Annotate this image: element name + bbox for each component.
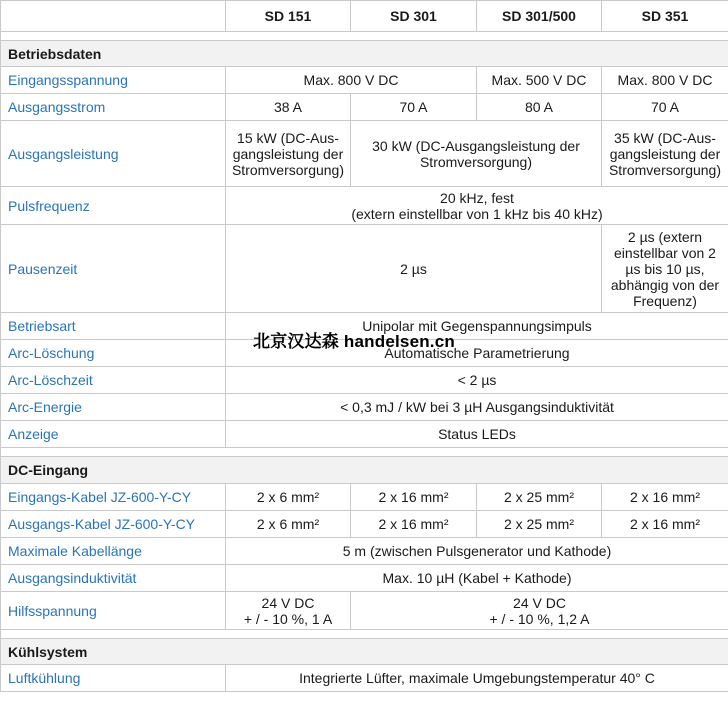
row-value: Max. 800 V DC [226, 67, 477, 94]
row-value: Max. 500 V DC [477, 67, 602, 94]
row-label: Ausgangsleistung [1, 121, 226, 187]
row-label: Eingangs-Kabel JZ-600-Y-CY [1, 484, 226, 511]
row-value: 2 x 16 mm² [602, 484, 728, 511]
table-row [1, 484, 728, 511]
value-line: 24 V DC [261, 594, 315, 611]
row-label: Arc-Löschung [1, 340, 226, 367]
header-row [1, 1, 728, 32]
section-row [1, 639, 728, 665]
header-empty [1, 1, 226, 32]
section-row [1, 41, 728, 67]
row-value [351, 592, 728, 630]
header-model: SD 351 [602, 1, 728, 32]
table-row [1, 665, 728, 692]
row-value: 2 µs [226, 225, 602, 313]
table-row [1, 511, 728, 538]
row-value: < 0,3 mJ / kW bei 3 µH Ausgangsinduktivität [226, 394, 728, 421]
row-value: 2 µs (extern einstellbar von 2 µs bis 10 µs, abhängig von der Frequenz) [602, 225, 728, 313]
header-model: SD 151 [226, 1, 351, 32]
row-value [226, 592, 351, 630]
row-label: Ausgangsinduktivität [1, 565, 226, 592]
table-row [1, 67, 728, 94]
row-label: Luftkühlung [1, 665, 226, 692]
table-row [1, 121, 728, 187]
row-value: 70 A [602, 94, 728, 121]
value-line: + / - 10 %, 1,2 A [489, 610, 590, 627]
row-value: 2 x 16 mm² [351, 484, 477, 511]
row-value: 2 x 16 mm² [351, 511, 477, 538]
watermark-text: 北京汉达森 handelsen.cn [253, 332, 455, 351]
table-row [1, 367, 728, 394]
table-row [1, 565, 728, 592]
row-value: Max. 800 V DC [602, 67, 728, 94]
row-value: < 2 µs [226, 367, 728, 394]
table-row [1, 187, 728, 225]
row-label: Hilfsspannung [1, 592, 226, 630]
table-row [1, 421, 728, 448]
row-value: Unipolar mit Gegenspannungsimpuls [226, 313, 728, 340]
value-line: 20 kHz, fest [440, 189, 514, 206]
value-line: + / - 10 %, 1 A [243, 610, 333, 627]
row-value: 30 kW (DC-Ausgangsleistung der Stromversorgung) [351, 121, 602, 187]
row-value: 15 kW (DC-Aus-gangsleistung der Stromversorgung) [226, 121, 351, 187]
row-value: Integrierte Lüfter, maximale Umgebungstemperatur 40° C [226, 665, 728, 692]
row-value: 2 x 16 mm² [602, 511, 728, 538]
section-title: DC-Eingang [1, 457, 728, 484]
row-label: Pausenzeit [1, 225, 226, 313]
section-title: Betriebsdaten [1, 41, 728, 67]
row-value: 35 kW (DC-Aus-gangsleistung der Stromversorgung) [602, 121, 728, 187]
table-row [1, 538, 728, 565]
row-value: 80 A [477, 94, 602, 121]
row-label: Pulsfrequenz [1, 187, 226, 225]
row-label: Arc-Löschzeit [1, 367, 226, 394]
table-row [1, 225, 728, 313]
row-label: Eingangsspannung [1, 67, 226, 94]
table-row [1, 94, 728, 121]
table-row [1, 394, 728, 421]
header-model: SD 301 [351, 1, 477, 32]
row-value: 2 x 25 mm² [477, 511, 602, 538]
row-label: Ausgangsstrom [1, 94, 226, 121]
table-row [1, 592, 728, 630]
row-value: 70 A [351, 94, 477, 121]
row-label: Anzeige [1, 421, 226, 448]
row-label: Betriebsart [1, 313, 226, 340]
row-value: Automatische Parametrierung [226, 340, 728, 367]
row-value: Status LEDs [226, 421, 728, 448]
row-label: Arc-Energie [1, 394, 226, 421]
row-label: Maximale Kabellänge [1, 538, 226, 565]
row-value: 5 m (zwischen Pulsgenerator und Kathode) [226, 538, 728, 565]
row-value: 2 x 25 mm² [477, 484, 602, 511]
section-title: Kühlsystem [1, 639, 728, 665]
row-value: 2 x 6 mm² [226, 484, 351, 511]
row-label: Ausgangs-Kabel JZ-600-Y-CY [1, 511, 226, 538]
value-line: (extern einstellbar von 1 kHz bis 40 kHz) [351, 205, 603, 222]
section-row [1, 457, 728, 484]
row-value [226, 187, 728, 225]
row-value: 38 A [226, 94, 351, 121]
row-value: Max. 10 µH (Kabel + Kathode) [226, 565, 728, 592]
value-line: 24 V DC [513, 594, 566, 611]
row-value: 2 x 6 mm² [226, 511, 351, 538]
header-model: SD 301/500 [477, 1, 602, 32]
